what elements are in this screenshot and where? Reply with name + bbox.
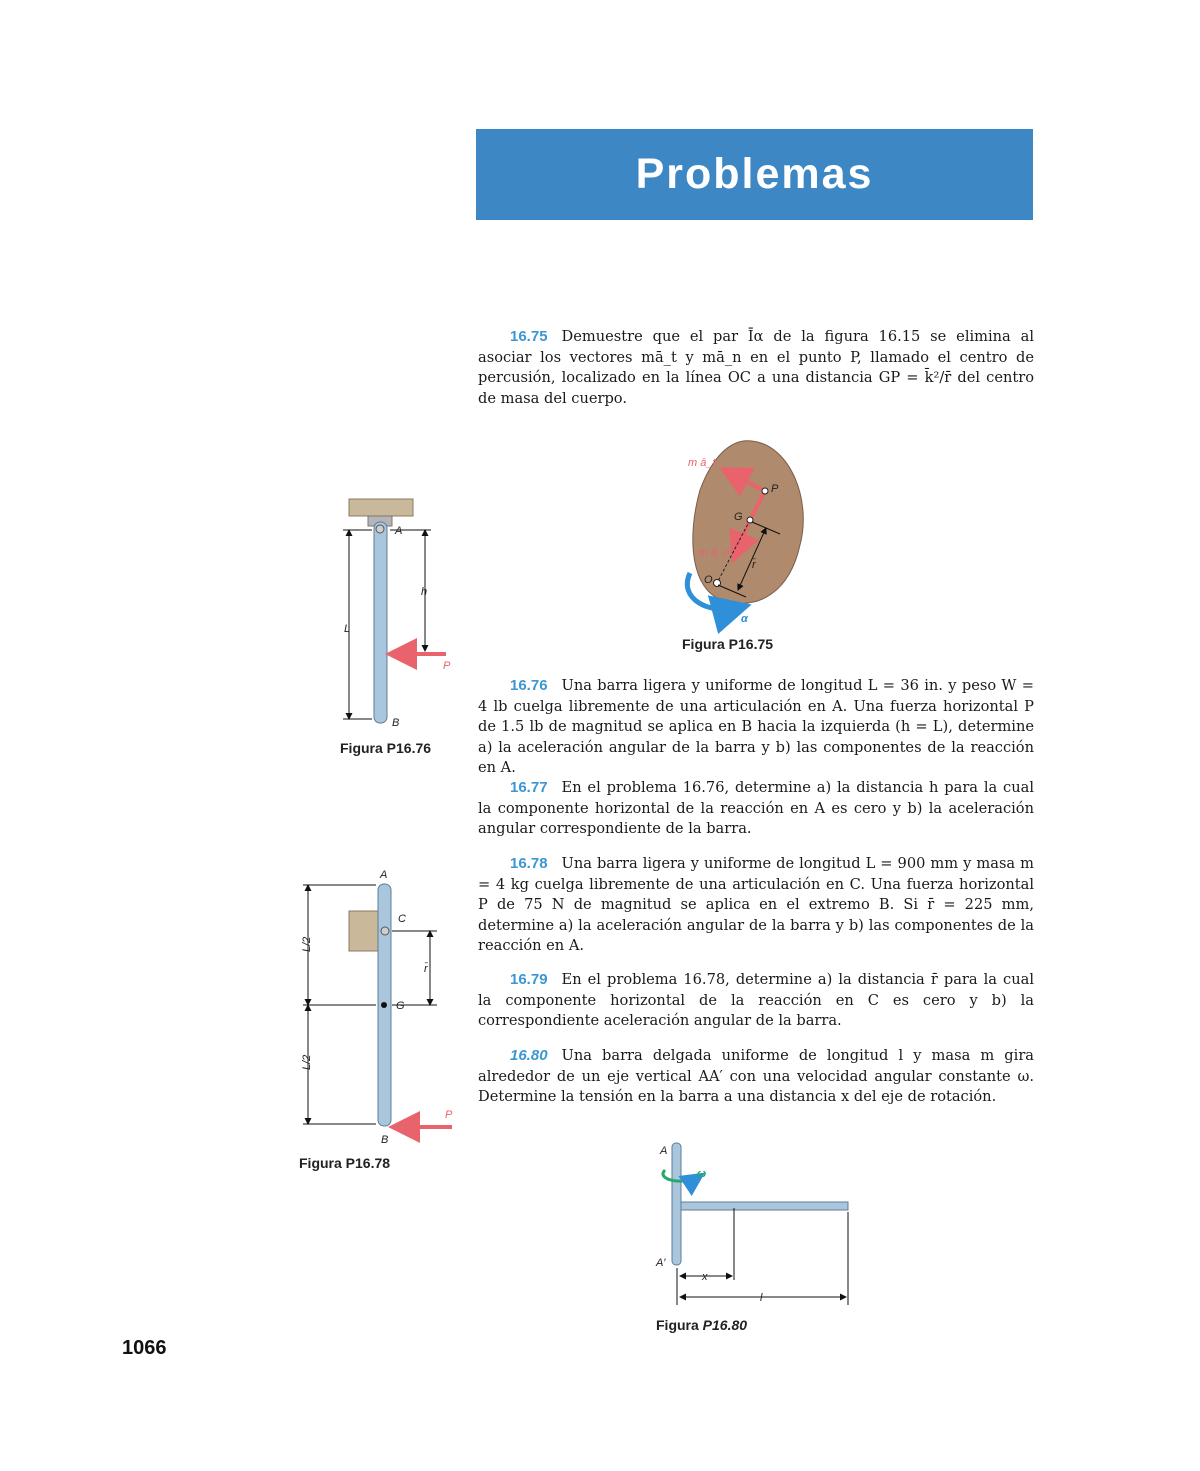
caption-p16-80 [656,1317,747,1333]
problem-text: Demuestre que el par Īα de la figura 16.15 se elimina al asociar los vectores mā_t y mā_n en el punto P, llamado el centro de percusión, localizado en la línea OC a una distancia GP = k̄²/r̄ del centro de masa del cuerpo. [478,328,1034,407]
problem-number: 16.75 [510,328,548,345]
label-mat: m ā_t [688,457,716,469]
label-g: G [396,1000,405,1012]
problem-text: En el problema 16.76, determine a) la distancia h para la cual la componente horizontal de la reacción en A es cero y b) la aceleración angular correspondiente de la barra. [478,779,1034,838]
label-half-1: L/2 [301,936,313,952]
problem-number: 16.77 [510,779,548,796]
caption-p16-78: Figura P16.78 [299,1155,391,1171]
label-h: h [421,586,428,598]
label-l: l [760,1292,763,1304]
label-g: G [734,511,743,523]
label-half-2: L/2 [301,1054,313,1070]
label-omega: ω [697,1168,707,1180]
caption-number: P16.80 [702,1317,748,1333]
label-p: P [443,660,451,672]
label-o: O [704,574,713,586]
label-rbar: r̄ [424,963,428,975]
problem-number: 16.76 [510,677,548,694]
label-rbar: r̄ [752,559,756,571]
label-a-prime: A′ [656,1257,666,1269]
label-p: P [771,483,779,495]
label-a: A [380,869,388,881]
label-a: A [660,1145,668,1157]
label-b: B [381,1134,389,1146]
problem-number: 16.78 [510,855,548,872]
label-c: C [398,913,406,925]
problem-text: Una barra delgada uniforme de longitud l y masa m gira alrededor de un eje vertical AA′ con una velocidad angular constante ω. Determine la tensión en la barra a una distancia x del eje de rotación. [478,1047,1034,1106]
caption-p16-75: Figura P16.75 [682,636,774,652]
label-l: L [344,623,351,635]
caption-p16-76: Figura P16.76 [340,740,432,756]
problem-text: Una barra ligera y uniforme de longitud L = 36 in. y peso W = 4 lb cuelga libremente de una articulación en A. Una fuerza horizontal P de 1.5 lb de magnitud se aplica en B hacia la izquierda (h = L), determine a) la aceleración angular de la barra y b) las componentes de la reacción en A. [478,677,1034,777]
label-p: P [445,1109,453,1121]
problem-text: En el problema 16.78, determine a) la distancia r̄ para la cual la componente horizontal de la reacción en C es cero y b) la correspondiente aceleración angular de la barra. [478,971,1034,1030]
label-x: x [702,1271,708,1283]
label-alpha: α [741,613,748,625]
label-man: m ā_n [699,547,730,559]
label-b: B [392,717,400,729]
label-a: A [395,525,403,537]
caption-prefix: Figura [656,1317,703,1333]
problem-number: 16.80 [510,1047,548,1064]
problem-number: 16.79 [510,971,548,988]
page-number: 1066 [122,1337,167,1359]
section-title: Problemas [635,150,874,198]
problem-text: Una barra ligera y uniforme de longitud L = 900 mm y masa m = 4 kg cuelga libremente de una articulación en C. Una fuerza horizontal P de 75 N de magnitud se aplica en el extremo B. Si r̄ = 225 mm, determine a) la aceleración angular de la barra y b) las componentes de la reacción en A. [478,855,1034,955]
